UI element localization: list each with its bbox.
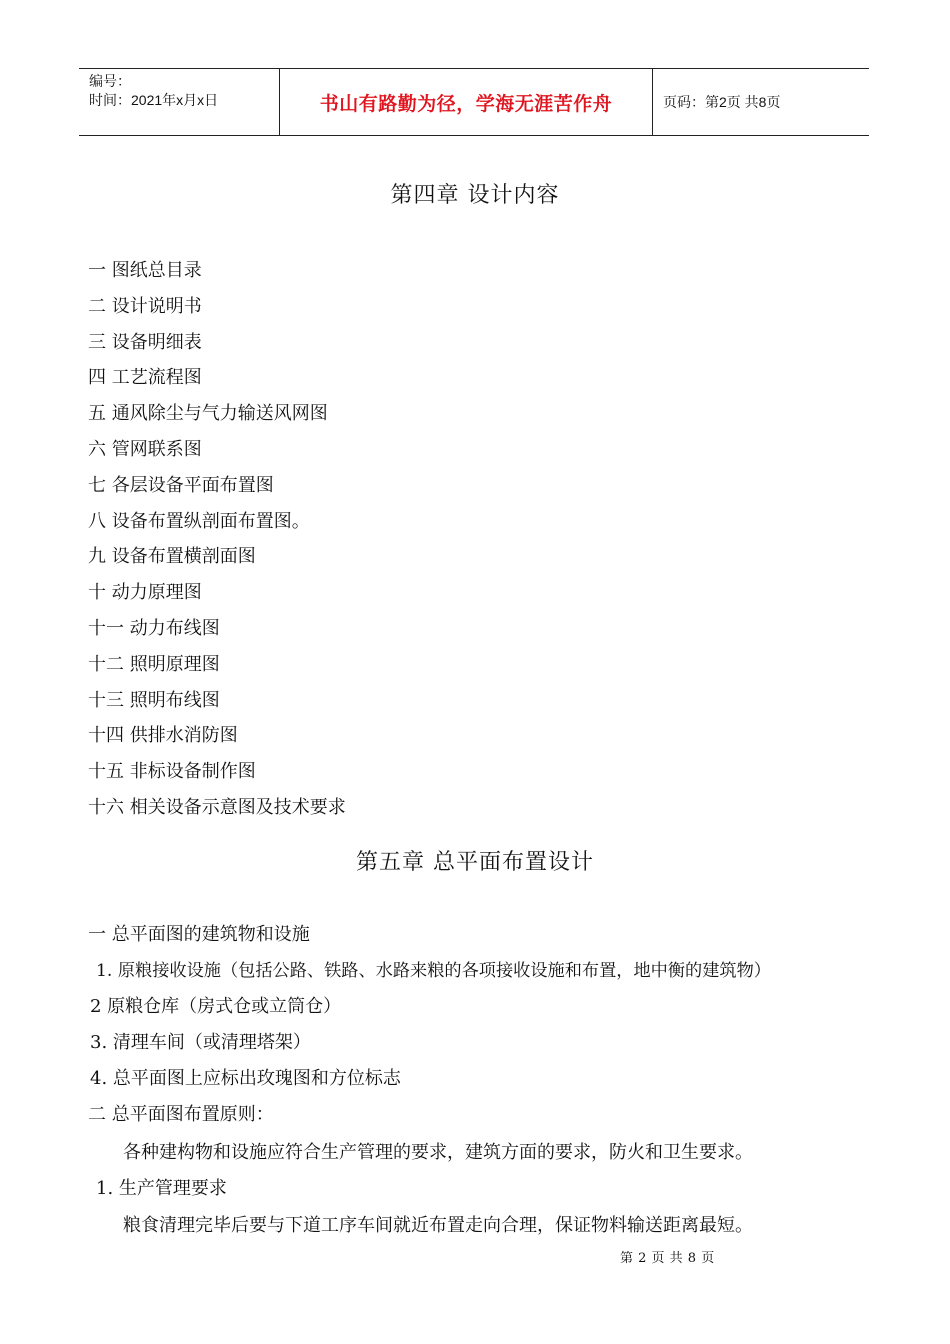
header-motto-cell	[280, 69, 653, 135]
list-item: 十六 相关设备示意图及技术要求	[88, 796, 346, 818]
page-footer: 第 2 页 共 8 页	[620, 1251, 715, 1266]
list-item: 六 管网联系图	[88, 438, 202, 460]
section-1-item-3: 3. 清理车间（或清理塔架）	[90, 1032, 311, 1053]
document-date: 时间：2021年x月x日	[89, 92, 219, 108]
list-item: 四 工艺流程图	[88, 367, 202, 389]
section-2-sub-paragraph: 粮食清理完毕后要与下道工序车间就近布置走向合理，保证物料输送距离最短。	[123, 1215, 753, 1236]
section-2-paragraph: 各种建构物和设施应符合生产管理的要求，建筑方面的要求，防火和卫生要求。	[123, 1142, 753, 1163]
header-page-cell	[653, 69, 869, 135]
chapter-5-title: 第五章 总平面布置设计	[356, 850, 594, 875]
list-item: 七 各层设备平面布置图	[88, 474, 274, 496]
list-item: 九 设备布置横剖面图	[88, 546, 256, 568]
list-item: 二 设计说明书	[88, 295, 202, 317]
list-item: 十五 非标设备制作图	[88, 761, 256, 783]
drawing-list	[88, 258, 346, 831]
section-1-item-1: 1. 原粮接收设施（包括公路、铁路、水路来粮的各项接收设施和布置，地中衡的建筑物）	[96, 961, 771, 981]
document-header	[79, 68, 869, 136]
list-item: 十四 供排水消防图	[88, 725, 238, 747]
list-item: 五 通风除尘与气力输送风网图	[88, 403, 328, 425]
section-1-item-2: 2 原粮仓库（房式仓或立筒仓）	[90, 996, 342, 1017]
list-item: 十一 动力布线图	[88, 617, 220, 639]
list-item: 十 动力原理图	[88, 582, 202, 604]
section-1-heading: 一 总平面图的建筑物和设施	[88, 924, 310, 945]
list-item: 十二 照明原理图	[88, 653, 220, 675]
document-number-label: 编号：	[89, 73, 131, 89]
list-item: 一 图纸总目录	[88, 260, 202, 281]
header-page-code: 页码：第2页 共8页	[663, 94, 781, 110]
list-item: 三 设备明细表	[88, 331, 202, 353]
section-2-subheading: 1. 生产管理要求	[96, 1178, 227, 1199]
chapter-4-title: 第四章 设计内容	[390, 183, 560, 208]
header-motto: 书山有路勤为径，学海无涯苦作舟	[319, 93, 613, 115]
section-2-heading: 二 总平面图布置原则：	[88, 1104, 274, 1125]
list-item: 八 设备布置纵剖面布置图。	[88, 510, 310, 532]
section-1-item-4: 4. 总平面图上应标出玫瑰图和方位标志	[90, 1068, 401, 1089]
header-meta-cell	[79, 69, 280, 135]
list-item: 十三 照明布线图	[88, 689, 220, 711]
